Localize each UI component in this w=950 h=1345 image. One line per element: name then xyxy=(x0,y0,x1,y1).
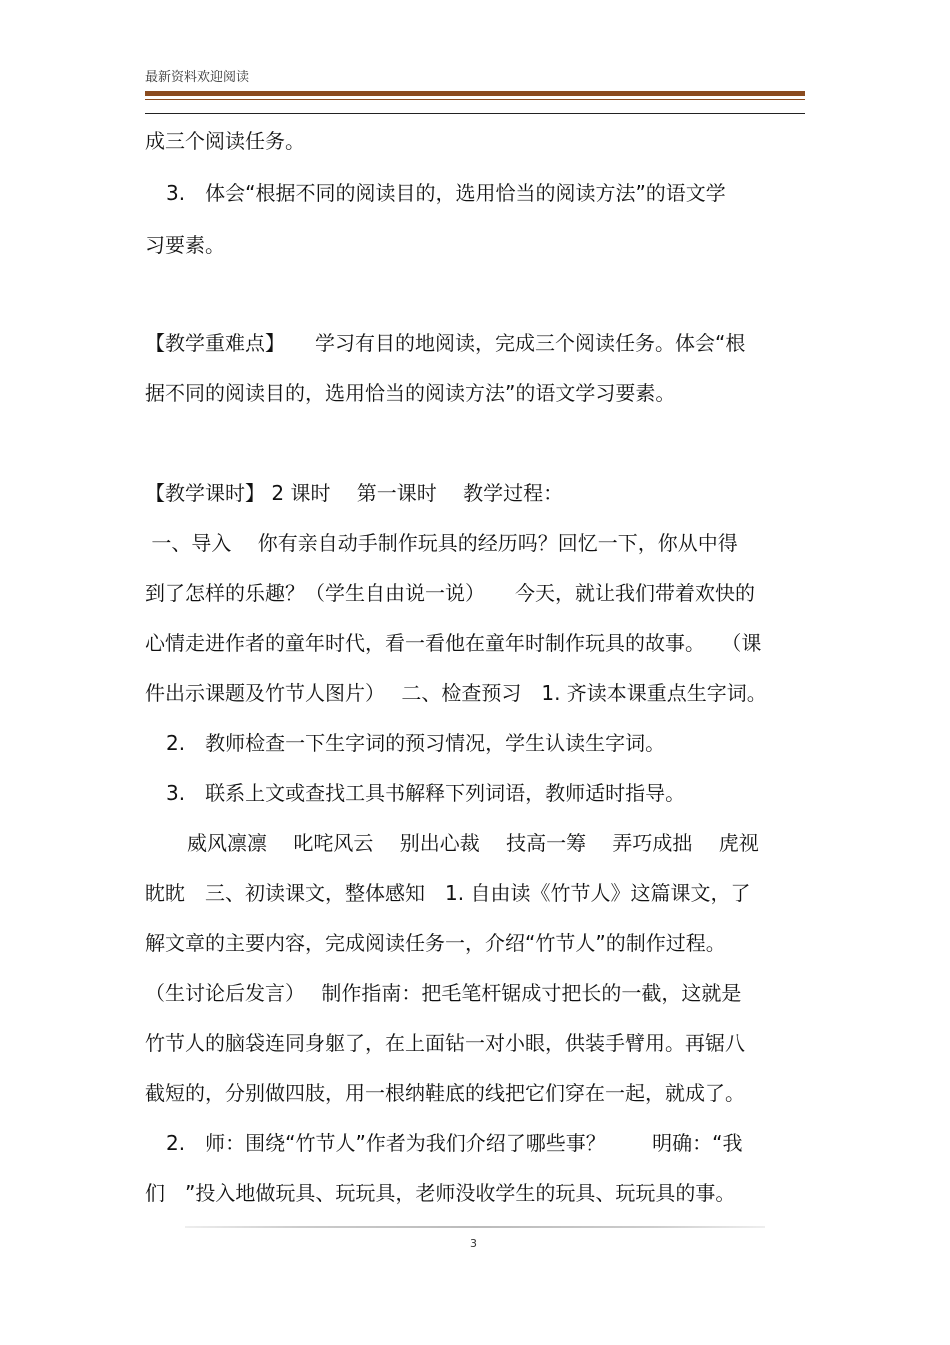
header-rule-thin xyxy=(145,99,805,100)
page-header-title: 最新资料欢迎阅读 xyxy=(145,70,250,85)
body-line: 2. 教师检查一下生字词的预习情况，学生认读生字词。 xyxy=(166,731,666,755)
body-line: 一、导入 你有亲自动手制作玩具的经历吗？回忆一下，你从中得 xyxy=(145,531,738,555)
section-heading-key-points: 【教学重难点】 学习有目的地阅读，完成三个阅读任务。体会“根 xyxy=(145,331,746,355)
body-line: 眈眈 三、初读课文，整体感知 1. 自由读《竹节人》这篇课文，了 xyxy=(145,881,751,905)
body-line: 们 ”投入地做玩具、玩玩具，老师没收学生的玩具、玩玩具的事。 xyxy=(145,1181,736,1205)
body-line: 习要素。 xyxy=(145,233,225,257)
header-rule-thick xyxy=(145,91,805,96)
body-line: 件出示课题及竹节人图片） 二、检查预习 1. 齐读本课重点生字词。 xyxy=(145,681,767,705)
body-line: 成三个阅读任务。 xyxy=(145,129,305,153)
body-line: 3. 体会“根据不同的阅读目的，选用恰当的阅读方法”的语文学 xyxy=(166,181,726,205)
body-line: 到了怎样的乐趣？（学生自由说一说） 今天，就让我们带着欢快的 xyxy=(145,581,755,605)
vocabulary-line: 威风凛凛 叱咤风云 别出心裁 技高一筹 弄巧成拙 虎视 xyxy=(187,831,759,855)
body-line: 心情走进作者的童年时代，看一看他在童年时制作玩具的故事。 （课 xyxy=(145,631,762,655)
body-line: 3. 联系上文或查找工具书解释下列词语，教师适时指导。 xyxy=(166,781,686,805)
body-line: 竹节人的脑袋连同身躯了，在上面钻一对小眼，供装手臂用。再锯八 xyxy=(145,1031,745,1055)
body-line: （生讨论后发言） 制作指南：把毛笔杆锯成寸把长的一截，这就是 xyxy=(145,981,742,1005)
header-rule-bottom xyxy=(145,113,805,114)
body-line: 2. 师：围绕“竹节人”作者为我们介绍了哪些事？ 明确：“我 xyxy=(166,1131,743,1155)
section-heading-lesson-hours: 【教学课时】 2 课时 第一课时 教学过程： xyxy=(145,481,564,505)
body-line: 截短的，分别做四肢，用一根纳鞋底的线把它们穿在一起，就成了。 xyxy=(145,1081,745,1105)
footer-rule xyxy=(185,1226,765,1228)
body-line: 解文章的主要内容，完成阅读任务一，介绍“竹节人”的制作过程。 xyxy=(145,931,726,955)
page-number: 3 xyxy=(470,1237,477,1250)
body-line: 据不同的阅读目的，选用恰当的阅读方法”的语文学习要素。 xyxy=(145,381,676,405)
